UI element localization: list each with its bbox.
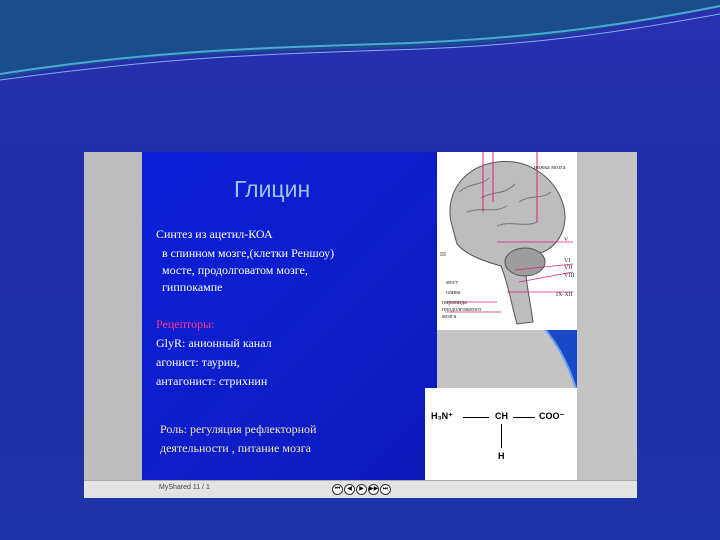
first-slide-button[interactable]: ⏮ <box>332 484 343 495</box>
role-line: Роль: регуляция рефлекторной <box>160 422 317 436</box>
synthesis-line: в спинном мозге,(клетки Реншоу) <box>162 246 335 260</box>
glycine-formula <box>425 388 577 480</box>
brain-label: олива <box>446 290 461 296</box>
formula-ch-group: CH <box>495 411 508 421</box>
role-line: деятельности , питание мозга <box>160 441 312 455</box>
slide-left-margin <box>84 152 142 480</box>
brain-label: III <box>440 252 446 258</box>
last-slide-button[interactable]: ⏭ <box>380 484 391 495</box>
receptors-heading: Рецепторы: <box>156 317 215 331</box>
receptor-line: антагонист: стрихнин <box>156 374 268 388</box>
synthesis-line: гиппокампе <box>162 280 223 294</box>
formula-hydrogen: H <box>498 451 505 461</box>
brain-label: пирамида <box>442 300 467 306</box>
slide-title: Глицин <box>234 176 311 202</box>
brain-label: мозга <box>442 314 457 320</box>
brain-label: ножка мозга <box>534 165 566 171</box>
player-toolbar <box>84 480 637 498</box>
receptor-line: агонист: таурин, <box>156 355 240 369</box>
formula-carboxyl-group: COO⁻ <box>539 411 565 421</box>
player-logo: MyShared 11 / 1 <box>159 484 210 491</box>
brain-label: продолговатого <box>442 307 482 313</box>
brain-label: VII <box>564 265 573 271</box>
top-wave-decoration <box>0 0 720 90</box>
brain-label: VI <box>564 258 571 264</box>
formula-bond <box>501 424 502 448</box>
brain-label: V <box>564 237 569 243</box>
formula-amino-group: H₃N⁺ <box>431 411 453 421</box>
synthesis-heading: Синтез из ацетил-КОА <box>156 227 273 241</box>
receptor-line: GlyR: анионный канал <box>156 336 272 350</box>
brain-label: VIII <box>564 273 575 279</box>
slide-frame <box>84 152 637 497</box>
formula-bond <box>463 417 489 418</box>
formula-bond <box>513 417 535 418</box>
play-button[interactable]: ▶ <box>356 484 367 495</box>
slide-content-panel <box>142 152 437 480</box>
brain-label: IX-XII <box>556 292 573 298</box>
previous-slide-button[interactable]: ◀ <box>344 484 355 495</box>
next-slide-button[interactable]: ▶▶ <box>368 484 379 495</box>
synthesis-line: мосте, продолговатом мозге, <box>162 263 308 277</box>
brain-label: мост <box>446 280 459 286</box>
